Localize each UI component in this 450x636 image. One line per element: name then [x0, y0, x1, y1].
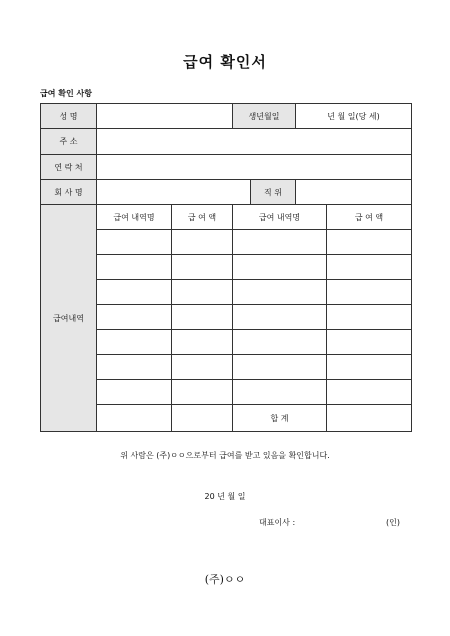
address-field[interactable]	[97, 129, 412, 155]
document-title: 급여 확인서	[183, 53, 267, 71]
total-amount-field[interactable]	[327, 405, 412, 432]
pay-row	[41, 355, 412, 380]
item-header-right: 급여 내역명	[233, 205, 327, 230]
name-label: 성 명	[41, 104, 97, 129]
pay-details-label: 급여내역	[41, 205, 97, 432]
pay-cell[interactable]	[97, 380, 172, 405]
pay-cell[interactable]	[97, 305, 172, 330]
amount-header-right: 급 여 액	[327, 205, 412, 230]
pay-row	[41, 230, 412, 255]
pay-cell[interactable]	[172, 355, 233, 380]
pay-cell[interactable]	[97, 405, 172, 432]
pay-cell[interactable]	[327, 380, 412, 405]
pay-cell[interactable]	[97, 280, 172, 305]
name-field[interactable]	[97, 104, 233, 129]
pay-cell[interactable]	[172, 380, 233, 405]
pay-cell[interactable]	[233, 380, 327, 405]
dob-field[interactable]: 년 월 일(당 세)	[296, 104, 412, 129]
pay-cell[interactable]	[327, 355, 412, 380]
pay-cell[interactable]	[97, 230, 172, 255]
item-header-left: 급여 내역명	[97, 205, 172, 230]
pay-row	[41, 280, 412, 305]
pay-cell[interactable]	[327, 230, 412, 255]
pay-cell[interactable]	[327, 280, 412, 305]
company-label: 회 사 명	[41, 180, 97, 205]
pay-cell[interactable]	[172, 405, 233, 432]
pay-row	[41, 380, 412, 405]
pay-cell[interactable]	[327, 255, 412, 280]
pay-cell[interactable]	[97, 330, 172, 355]
dob-label: 생년월일	[233, 104, 296, 129]
amount-header-left: 급 여 액	[172, 205, 233, 230]
confirmation-statement: 위 사람은 (주)ㅇㅇ으로부터 급여를 받고 있음을 확인합니다.	[120, 451, 330, 460]
pay-row	[41, 255, 412, 280]
representative-label: 대표이사 :	[259, 518, 296, 527]
pay-cell[interactable]	[233, 230, 327, 255]
pay-cell[interactable]	[233, 305, 327, 330]
pay-cell[interactable]	[233, 355, 327, 380]
pay-cell[interactable]	[233, 280, 327, 305]
position-label: 직 위	[251, 180, 296, 205]
pay-cell[interactable]	[327, 305, 412, 330]
pay-cell[interactable]	[97, 255, 172, 280]
contact-field[interactable]	[97, 155, 412, 180]
seal-mark: (인)	[386, 518, 400, 527]
pay-confirmation-table	[40, 103, 412, 432]
pay-cell[interactable]	[172, 280, 233, 305]
pay-cell[interactable]	[172, 305, 233, 330]
pay-cell[interactable]	[172, 230, 233, 255]
pay-cell[interactable]	[327, 330, 412, 355]
pay-cell[interactable]	[172, 330, 233, 355]
total-row	[41, 405, 412, 432]
pay-cell[interactable]	[233, 255, 327, 280]
pay-row	[41, 305, 412, 330]
section-heading: 급여 확인 사항	[40, 89, 92, 98]
pay-row	[41, 330, 412, 355]
date-line: 20 년 월 일	[204, 492, 246, 501]
company-name: (주)ㅇㅇ	[204, 573, 246, 586]
total-label: 합 계	[233, 405, 327, 432]
pay-cell[interactable]	[97, 355, 172, 380]
contact-label: 연 락 처	[41, 155, 97, 180]
company-field[interactable]	[97, 180, 251, 205]
address-label: 주 소	[41, 129, 97, 155]
position-field[interactable]	[296, 180, 412, 205]
pay-cell[interactable]	[233, 330, 327, 355]
pay-cell[interactable]	[172, 255, 233, 280]
